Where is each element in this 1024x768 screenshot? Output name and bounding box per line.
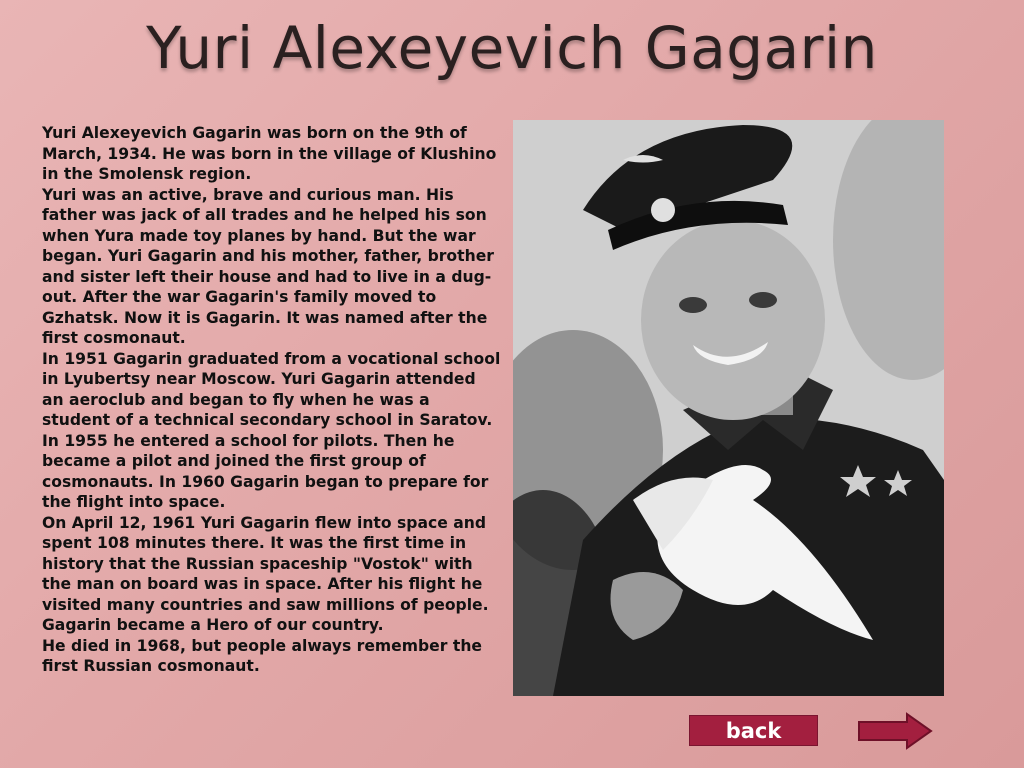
paragraph-education: In 1951 Gagarin graduated from a vocational school in Lyubertsy near Moscow. Yuri Gagarin attended an aeroclub and began to fly when he was a student of a technical secondary school in Saratov. In 1955 he entered a school for pilots. Then he became a pilot and joined the first group of cosmonauts. In 1960 Gagarin began to prepare for the flight into space.: [42, 349, 501, 511]
paragraph-death: He died in 1968, but people always remember the first Russian cosmonaut.: [42, 636, 482, 675]
back-button[interactable]: back: [689, 715, 818, 746]
gagarin-portrait-photo: [513, 120, 944, 696]
biography-text: [42, 123, 502, 677]
paragraph-childhood: Yuri was an active, brave and curious man. His father was jack of all trades and he helped his son when Yura made toy planes by hand. But the war began. Yuri Gagarin and his mother, father, brother and sister left their house and had to live in a dug-out. After the war Gagarin's family moved to Gzhatsk. Now it is Gagarin. It was named after the first cosmonaut.: [42, 185, 494, 347]
right-arrow-icon[interactable]: [857, 712, 933, 750]
paragraph-flight: On April 12, 1961 Yuri Gagarin flew into space and spent 108 minutes there. It was the first time in history that the Russian spaceship "Vostok" with the man on board was in space. After his flight he visited many countries and saw millions of people. Gagarin became a Hero of our country.: [42, 513, 489, 634]
paragraph-birth: Yuri Alexeyevich Gagarin was born on the 9th of March, 1934. He was born in the village of Klushino in the Smolensk region.: [42, 124, 497, 183]
page-title: Yuri Alexeyevich Gagarin: [146, 14, 878, 82]
